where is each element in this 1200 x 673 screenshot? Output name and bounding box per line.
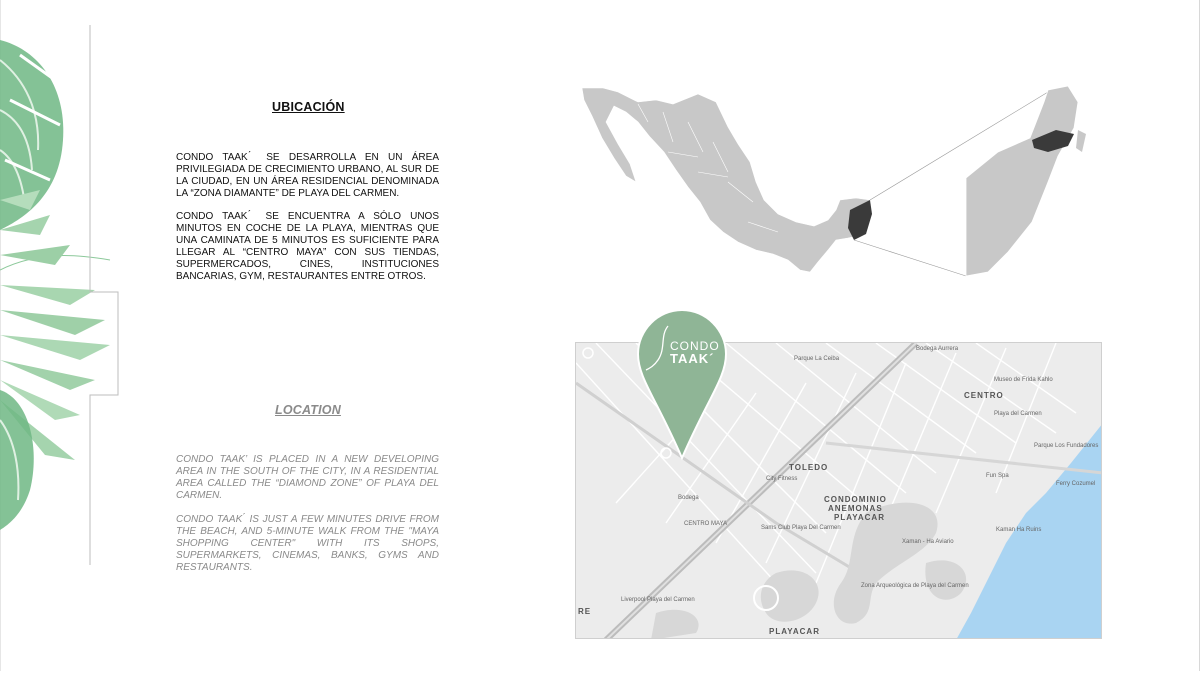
map-label: PLAYACAR [769,627,820,636]
map-label: TOLEDO [789,463,829,472]
mexico-map [578,82,1090,282]
english-paragraph-2: CONDO TAAK ́ IS JUST A FEW MINUTES DRIVE FROM THE BEACH, AND 5-MINUTE WALK FROM THE "MAYA SHOPPING CENTER" WITH ITS SHOPS, SUPERMARKETS, CINEMAS, BANKS, GYMS AND RESTAURANTS. [176,514,439,573]
map-label: Parque La Ceiba [794,356,840,362]
map-label: Liverpool Playa del Carmen [621,597,695,603]
spanish-paragraph-1: CONDO TAAK ́ SE DESARROLLA EN UN ÁREA PRIVILEGIADA DE CRECIMIENTO URBANO, AL SUR DE LA CIUDAD, EN UN ÁREA RESIDENCIAL DENOMINADA LA “ZONA DIAMANTE” DE PLAYA DEL CARMEN. [176,152,439,199]
map-label: CENTRO MAYA [684,521,728,527]
english-paragraph-1: CONDO TAAK’ IS PLACED IN A NEW DEVELOPING AREA IN THE SOUTH OF THE CITY, IN A RESIDENTIAL AREA CALLED THE “DIAMOND ZONE” OF PLAYA DEL CARMEN. [176,454,439,501]
map-label: Sams Club Playa Del Carmen [761,525,841,531]
spanish-paragraph-2: CONDO TAAK ́ SE ENCUENTRA A SÓLO UNOS MINUTOS EN COCHE DE LA PLAYA, MIENTRAS QUE UNA CAMINATA DE 5 MINUTOS ES SUFICIENTE PARA LLEGAR AL “CENTRO MAYA” CON SUS TIENDAS, SUPERMERCADOS, CINES, INSTITUCIONES BANCARIAS, GYM, RESTAURANTES ENTRE OTROS. [176,211,439,282]
yucatan-zoom [966,86,1086,276]
heading-location: LOCATION [275,403,341,417]
map-label: PLAYACAR [834,513,885,522]
map-label: ANEMONAS [828,504,883,513]
bracket-line [88,25,120,565]
map-label: Playa del Carmen [994,411,1042,417]
map-label: Museo de Frida Kahlo [994,377,1053,383]
mexico-outline [582,88,872,272]
map-label: Xaman - Ha Aviario [902,539,954,545]
map-label: Fun Spa [986,473,1009,479]
map-label: Bodega Aurrera [916,346,959,352]
monstera-leaf-bottom [0,390,34,530]
location-pin-icon [636,308,728,463]
map-label: Kaman Ha Ruins [996,527,1042,533]
pin-logo-condo: CONDO [670,339,720,353]
map-label: Parque Los Fundadores [1034,443,1099,449]
map-label: RE [578,607,592,616]
pin-logo-taak: TAAK´ [670,351,715,366]
heading-ubicacion: UBICACIÓN [272,100,345,114]
map-label: Bodega [678,495,699,501]
map-label: CONDOMINIO [824,495,887,504]
map-label: CENTRO [964,391,1004,400]
map-label: Zona Arqueológica de Playa del Carmen [861,583,969,589]
map-label: Ferry Cozumel [1056,481,1096,487]
map-label: City Fitness [766,476,798,482]
